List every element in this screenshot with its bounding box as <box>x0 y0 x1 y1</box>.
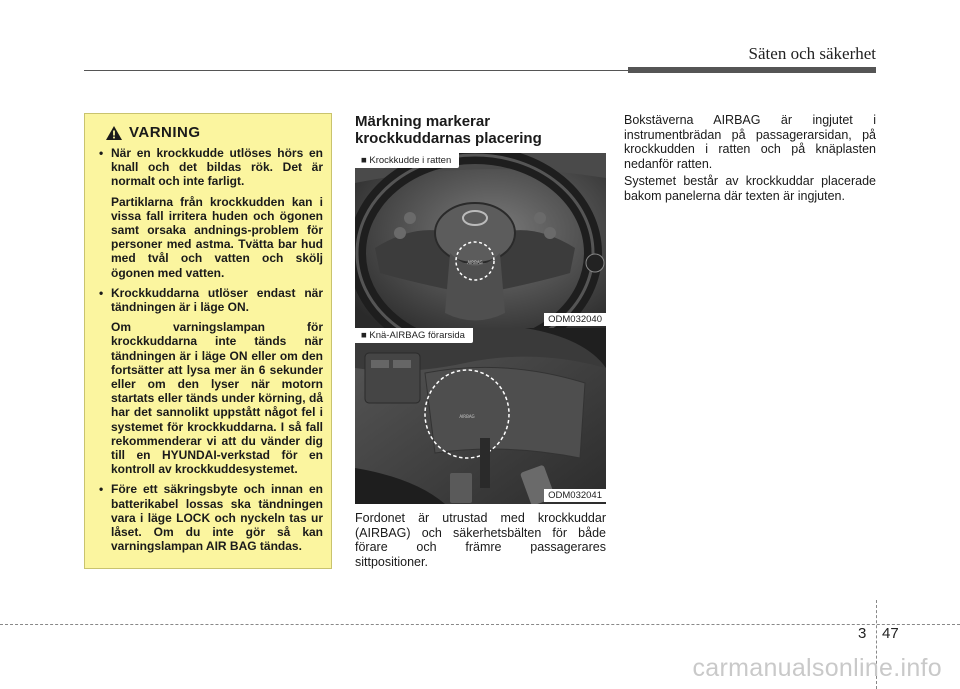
warning-paragraph: Före ett säkringsbyte och innan en batterikabel lossas ska tändningen vara i läge LOCK och nyckeln tas ur låset. Om du inte gör så kan varningslampan AIR BAG tändas. <box>111 482 323 554</box>
section-title: Säten och säkerhet <box>748 44 876 63</box>
warning-paragraph: Krockkuddarna utlöser endast när tändningen är i läge ON. <box>111 285 323 315</box>
body-paragraph: Fordonet är utrustad med krockkuddar (AIRBAG) och säkerhetsbälten för både förare och främre passagerares sittpositioner. <box>355 511 606 569</box>
knee-airbag-illustration <box>355 328 606 504</box>
knee-airbag-photo <box>355 328 606 504</box>
warning-header <box>105 124 323 141</box>
warning-item <box>97 146 323 280</box>
warning-title: VARNING <box>129 124 201 141</box>
svg-text:AIRBAG: AIRBAG <box>459 414 475 419</box>
warning-box <box>84 113 332 569</box>
warning-paragraph: Partiklarna från krockkudden kan i vissa fall irritera huden och ögonen samt orsaka andnings-problem för personer med astma. Tvätta bar hud med tvål och vatten och skölj ögonen med vatten. <box>111 194 323 280</box>
footer-rule <box>0 624 960 625</box>
page-number: 47 <box>882 625 899 642</box>
bullet: • <box>99 482 104 497</box>
header-rule-accent <box>628 67 876 73</box>
steering-wheel-airbag-photo <box>355 153 606 328</box>
warning-triangle-icon <box>105 125 123 141</box>
body-paragraph: Systemet består av krockkuddar placerade bakom panelerna där texten är ingjuten. <box>624 174 876 203</box>
section-heading-line: Märkning markerar <box>355 113 491 130</box>
figure-code: ODM032040 <box>544 313 606 326</box>
chapter-number: 3 <box>858 625 867 642</box>
figure-caption: ■ Knä-AIRBAG förarsida <box>355 328 473 343</box>
warning-paragraph: Om varningslampan för krockkuddarna inte tänds när tändningen är i läge ON eller om den fortsätter att lysa mer än 6 sekunder eller om den lyser när motorn startats eller tänds under körning, då har det sannolikt uppstått något fel i systemet för krockkuddarna. I så fall rekommenderar vi att du vänder dig till en HYUNDAI-verkstad för en kontroll av krockkuddesystemet. <box>111 320 323 477</box>
svg-text:AIRBAG: AIRBAG <box>467 260 483 265</box>
section-heading-line: krockkuddarnas placering <box>355 130 542 147</box>
bullet: • <box>99 146 104 160</box>
steering-wheel-illustration <box>355 153 606 328</box>
warning-paragraph: När en krockkudde utlöses hörs en knall och det bildas rök. Det är normalt och inte farligt. <box>111 146 323 189</box>
figure-code: ODM032041 <box>544 489 606 502</box>
bullet: • <box>99 285 104 300</box>
warning-item <box>97 482 323 553</box>
header-rule <box>84 70 628 71</box>
body-paragraph: Bokstäverna AIRBAG är ingjutet i instrumentbrädan på passagerarsidan, på krockkudden i ratten och på knäplasten nedanför ratten. <box>624 113 876 171</box>
section-heading <box>355 113 605 147</box>
warning-item <box>97 286 323 477</box>
warning-list <box>97 146 323 553</box>
watermark: carmanualsonline.info <box>692 654 942 682</box>
figure-caption: ■ Krockkudde i ratten <box>355 153 459 168</box>
